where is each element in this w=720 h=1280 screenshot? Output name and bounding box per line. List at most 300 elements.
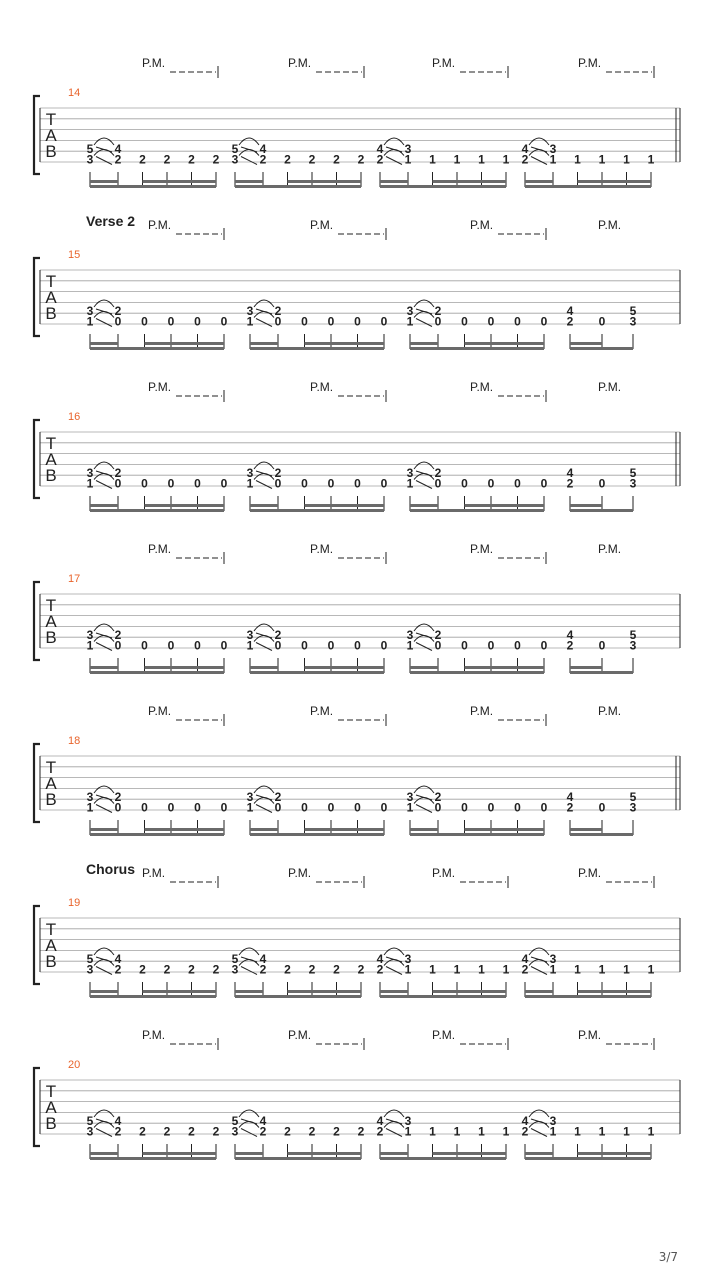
fret-number: 0 (167, 638, 175, 653)
fret-number: 2 (163, 962, 171, 977)
slur-arc (94, 1110, 114, 1117)
fret-number: 3 (246, 628, 254, 642)
beam (380, 995, 506, 998)
slur-arc (384, 138, 404, 145)
fret-number: 2 (274, 304, 282, 318)
fret-number: 1 (574, 1124, 581, 1139)
beam (250, 504, 278, 507)
fret-number: 0 (354, 476, 361, 491)
palm-mute-label: P.M. (148, 704, 172, 718)
fret-number: 3 (246, 466, 254, 480)
beam (90, 509, 224, 512)
beam (90, 671, 224, 674)
palm-mute-label: P.M. (142, 1028, 166, 1042)
slide-line (241, 967, 257, 975)
beam (90, 180, 118, 183)
section-label: Chorus (86, 861, 135, 877)
palm-mute-label: P.M. (598, 542, 622, 556)
slide-line (96, 1129, 112, 1137)
beam (305, 504, 385, 507)
fret-number: 3 (86, 466, 94, 480)
palm-mute-label: P.M. (470, 380, 494, 394)
fret-number: 3 (246, 790, 254, 804)
fret-number: 0 (354, 800, 361, 815)
fret-number: 2 (357, 152, 365, 167)
fret-number: 1 (406, 314, 414, 329)
fret-number: 1 (246, 638, 254, 653)
beam (578, 180, 652, 183)
fret-number: 3 (231, 1124, 239, 1139)
fret-number: 5 (629, 628, 637, 642)
fret-number: 1 (406, 638, 414, 653)
fret-number: 3 (406, 628, 414, 642)
slur-arc (414, 624, 434, 631)
fret-number: 0 (301, 476, 308, 491)
fret-number: 3 (629, 314, 637, 329)
fret-number: 2 (434, 628, 442, 642)
fret-number: 1 (623, 1124, 630, 1139)
slide-line (531, 967, 547, 975)
beam (288, 1152, 362, 1155)
palm-mute-label: P.M. (310, 380, 334, 394)
slur-arc (239, 150, 259, 156)
tab-clef-t: T (45, 1082, 57, 1101)
fret-number: 4 (566, 790, 574, 804)
fret-number: 5 (86, 952, 94, 966)
fret-number: 3 (629, 476, 637, 491)
palm-mute-label: P.M. (288, 56, 312, 70)
slide-line (416, 319, 432, 327)
fret-number: 2 (274, 790, 282, 804)
palm-mute-label: P.M. (578, 56, 602, 70)
slur-arc (94, 960, 114, 966)
fret-number: 0 (380, 476, 388, 491)
fret-number: 3 (549, 1114, 557, 1128)
fret-number: 0 (327, 314, 335, 329)
fret-number: 0 (274, 638, 282, 653)
slur-arc (414, 300, 434, 307)
note-group (87, 948, 220, 998)
palm-mute-label: P.M. (432, 866, 456, 880)
fret-number: 0 (487, 800, 495, 815)
fret-number: 0 (220, 638, 228, 653)
fret-number: 1 (502, 1124, 510, 1139)
bar-number: 20 (68, 1059, 81, 1071)
fret-number: 1 (246, 476, 254, 491)
tab-clef-a: A (45, 774, 57, 793)
beam (570, 342, 602, 345)
slur-arc (384, 1110, 404, 1117)
slur-arc (529, 1110, 549, 1117)
palm-mute-label: P.M. (578, 866, 602, 880)
fret-number: 2 (308, 962, 316, 977)
system-bracket (34, 258, 40, 336)
palm-mute-label: P.M. (148, 218, 172, 232)
slur-arc (94, 948, 114, 955)
beam (235, 180, 263, 183)
fret-number: 3 (629, 800, 637, 815)
fret-number: 2 (566, 800, 574, 815)
beam (410, 342, 438, 345)
slide-line (256, 643, 272, 651)
beam (288, 990, 362, 993)
system-bracket (34, 906, 40, 984)
beam (90, 666, 118, 669)
fret-number: 0 (167, 476, 175, 491)
fret-number: 3 (86, 1124, 94, 1139)
fret-number: 2 (333, 1124, 340, 1139)
beam (235, 995, 361, 998)
slide-line (386, 1129, 402, 1137)
beam (465, 342, 545, 345)
bar-number: 16 (68, 411, 81, 423)
fret-number: 1 (453, 1124, 461, 1139)
beam (305, 342, 385, 345)
fret-number: 1 (86, 638, 94, 653)
fret-number: 2 (188, 152, 195, 167)
fret-number: 0 (540, 314, 548, 329)
fret-number: 2 (274, 628, 282, 642)
palm-mute-label: P.M. (288, 866, 312, 880)
slur-arc (384, 1122, 404, 1128)
fret-number: 4 (566, 304, 574, 318)
slur-arc (414, 636, 434, 642)
fret-number: 0 (114, 800, 122, 815)
fret-number: 3 (406, 466, 414, 480)
slur-arc (94, 624, 114, 631)
fret-number: 0 (598, 314, 606, 329)
fret-number: 2 (259, 962, 267, 977)
tab-system-bar-16 (34, 380, 680, 512)
slur-arc (529, 150, 549, 156)
tab-clef-a: A (45, 1098, 57, 1117)
beam (570, 666, 602, 669)
tab-clef-t: T (45, 920, 57, 939)
note-group (232, 948, 365, 998)
tab-system-bar-19 (34, 861, 680, 998)
fret-number: 3 (629, 638, 637, 653)
fret-number: 1 (404, 962, 412, 977)
slur-arc (94, 150, 114, 156)
fret-number: 1 (623, 152, 630, 167)
fret-number: 0 (380, 638, 388, 653)
note-group (407, 462, 548, 512)
slur-arc (94, 1122, 114, 1128)
fret-number: 3 (231, 152, 239, 167)
fret-number: 0 (461, 476, 468, 491)
slur-arc (529, 138, 549, 145)
beam (250, 666, 278, 669)
beam (465, 504, 545, 507)
fret-number: 2 (376, 962, 384, 977)
fret-number: 0 (540, 638, 548, 653)
note-group (247, 786, 388, 836)
fret-number: 0 (274, 476, 282, 491)
beam (525, 1157, 651, 1160)
fret-number: 0 (274, 800, 282, 815)
beam (235, 185, 361, 188)
slur-arc (384, 948, 404, 955)
fret-number: 4 (259, 952, 267, 966)
system-bracket (34, 96, 40, 174)
note-group (567, 628, 637, 674)
beam (305, 666, 385, 669)
note-group (247, 624, 388, 674)
fret-number: 2 (114, 628, 122, 642)
fret-number: 0 (194, 638, 201, 653)
tab-system-bar-20 (34, 1028, 680, 1160)
fret-number: 2 (434, 790, 442, 804)
fret-number: 2 (308, 152, 316, 167)
slide-line (416, 805, 432, 813)
note-group (87, 462, 228, 512)
fret-number: 5 (231, 142, 239, 156)
fret-number: 0 (114, 314, 122, 329)
beam (410, 347, 544, 350)
fret-number: 1 (598, 962, 606, 977)
fret-number: 1 (246, 800, 254, 815)
slide-line (96, 643, 112, 651)
fret-number: 0 (220, 476, 228, 491)
fret-number: 2 (284, 962, 291, 977)
system-bracket (34, 420, 40, 498)
fret-number: 0 (434, 638, 442, 653)
fret-number: 2 (521, 962, 529, 977)
beam (90, 342, 118, 345)
fret-number: 1 (478, 962, 485, 977)
fret-number: 3 (86, 790, 94, 804)
fret-number: 5 (231, 952, 239, 966)
slur-arc (254, 798, 274, 804)
fret-number: 0 (114, 638, 122, 653)
beam (90, 828, 118, 831)
fret-number: 2 (139, 1124, 146, 1139)
note-group (522, 138, 655, 188)
fret-number: 0 (327, 800, 335, 815)
tab-clef-b: B (45, 1114, 57, 1133)
bar-number: 15 (68, 249, 81, 261)
fret-number: 3 (406, 304, 414, 318)
palm-mute-label: P.M. (470, 704, 494, 718)
palm-mute-label: P.M. (310, 704, 334, 718)
fret-number: 2 (357, 962, 365, 977)
fret-number: 1 (502, 152, 510, 167)
fret-number: 2 (357, 1124, 365, 1139)
fret-number: 3 (404, 952, 412, 966)
beam (90, 990, 118, 993)
fret-number: 2 (434, 304, 442, 318)
bar-number: 19 (68, 897, 81, 909)
slur-arc (94, 786, 114, 793)
tab-clef-b: B (45, 466, 57, 485)
fret-number: 1 (404, 152, 412, 167)
fret-number: 0 (301, 638, 308, 653)
note-group (232, 1110, 365, 1160)
fret-number: 3 (86, 304, 94, 318)
fret-number: 2 (139, 152, 146, 167)
slur-arc (239, 948, 259, 955)
note-group (87, 138, 220, 188)
slur-arc (529, 1122, 549, 1128)
palm-mute-label: P.M. (598, 218, 622, 232)
slur-arc (254, 312, 274, 318)
fret-number: 0 (487, 638, 495, 653)
note-group (87, 1110, 220, 1160)
fret-number: 2 (333, 962, 340, 977)
slide-line (96, 157, 112, 165)
fret-number: 0 (141, 800, 148, 815)
fret-number: 2 (114, 1124, 122, 1139)
fret-number: 4 (376, 142, 384, 156)
tab-system-bar-14 (34, 56, 680, 188)
slur-arc (384, 960, 404, 966)
beam (250, 347, 384, 350)
tab-clef-a: A (45, 450, 57, 469)
beam (410, 666, 438, 669)
beam (525, 995, 651, 998)
fret-number: 0 (598, 476, 606, 491)
beam (433, 1152, 507, 1155)
slur-arc (414, 786, 434, 793)
fret-number: 1 (406, 800, 414, 815)
beam (145, 342, 225, 345)
note-group (522, 948, 655, 998)
fret-number: 2 (163, 152, 171, 167)
beam (380, 1152, 408, 1155)
note-group (247, 462, 388, 512)
fret-number: 0 (380, 800, 388, 815)
slur-arc (414, 312, 434, 318)
slur-arc (414, 462, 434, 469)
fret-number: 5 (86, 1114, 94, 1128)
fret-number: 0 (354, 638, 361, 653)
fret-number: 1 (623, 962, 630, 977)
slur-arc (239, 960, 259, 966)
fret-number: 0 (487, 476, 495, 491)
palm-mute-label: P.M. (288, 1028, 312, 1042)
tab-clef-t: T (45, 434, 57, 453)
fret-number: 4 (521, 1114, 529, 1128)
beam (250, 342, 278, 345)
fret-number: 3 (86, 962, 94, 977)
beam (143, 1152, 217, 1155)
fret-number: 0 (598, 638, 606, 653)
section-label: Verse 2 (86, 213, 136, 229)
note-group (567, 790, 637, 836)
beam (433, 180, 507, 183)
fret-number: 3 (231, 962, 239, 977)
beam (380, 180, 408, 183)
fret-number: 0 (327, 638, 335, 653)
slur-arc (254, 786, 274, 793)
beam (570, 671, 633, 674)
fret-number: 2 (188, 962, 195, 977)
fret-number: 2 (259, 152, 267, 167)
beam (305, 828, 385, 831)
fret-number: 3 (406, 790, 414, 804)
beam (578, 1152, 652, 1155)
fret-number: 2 (114, 790, 122, 804)
fret-number: 2 (284, 152, 291, 167)
tab-clef-b: B (45, 628, 57, 647)
fret-number: 0 (380, 314, 388, 329)
note-group (232, 138, 365, 188)
tab-clef-b: B (45, 790, 57, 809)
beam (410, 504, 438, 507)
fret-number: 4 (259, 142, 267, 156)
fret-number: 0 (540, 800, 548, 815)
tab-clef-b: B (45, 304, 57, 323)
fret-number: 1 (86, 476, 94, 491)
note-group (377, 948, 510, 998)
fret-number: 2 (284, 1124, 291, 1139)
slide-line (241, 1129, 257, 1137)
slide-line (241, 157, 257, 165)
slur-arc (529, 960, 549, 966)
fret-number: 1 (429, 1124, 436, 1139)
fret-number: 2 (566, 476, 574, 491)
fret-number: 4 (376, 1114, 384, 1128)
palm-mute-label: P.M. (598, 380, 622, 394)
fret-number: 0 (487, 314, 495, 329)
fret-number: 2 (114, 152, 122, 167)
tab-clef-a: A (45, 936, 57, 955)
slide-line (416, 481, 432, 489)
fret-number: 5 (629, 790, 637, 804)
tab-clef-a: A (45, 288, 57, 307)
fret-number: 2 (274, 466, 282, 480)
system-bracket (34, 1068, 40, 1146)
fret-number: 2 (188, 1124, 195, 1139)
fret-number: 2 (259, 1124, 267, 1139)
system-bracket (34, 582, 40, 660)
beam (570, 509, 633, 512)
slur-arc (94, 312, 114, 318)
slur-arc (94, 798, 114, 804)
fret-number: 1 (574, 152, 581, 167)
fret-number: 2 (163, 1124, 171, 1139)
fret-number: 1 (406, 476, 414, 491)
fret-number: 3 (246, 304, 254, 318)
fret-number: 2 (212, 962, 220, 977)
beam (578, 990, 652, 993)
beam (380, 1157, 506, 1160)
fret-number: 4 (566, 628, 574, 642)
tab-clef-t: T (45, 758, 57, 777)
note-group (407, 786, 548, 836)
beam (90, 833, 224, 836)
fret-number: 1 (404, 1124, 412, 1139)
fret-number: 0 (514, 800, 521, 815)
slur-arc (254, 462, 274, 469)
fret-number: 1 (478, 152, 485, 167)
fret-number: 1 (598, 152, 606, 167)
fret-number: 0 (141, 476, 148, 491)
beam (570, 828, 602, 831)
fret-number: 2 (212, 152, 220, 167)
beam (90, 995, 216, 998)
fret-number: 1 (453, 962, 461, 977)
fret-number: 2 (521, 1124, 529, 1139)
note-group (522, 1110, 655, 1160)
beam (235, 1157, 361, 1160)
slur-arc (254, 624, 274, 631)
note-group (87, 624, 228, 674)
fret-number: 4 (114, 142, 122, 156)
fret-number: 2 (114, 466, 122, 480)
fret-number: 4 (114, 1114, 122, 1128)
fret-number: 2 (376, 1124, 384, 1139)
